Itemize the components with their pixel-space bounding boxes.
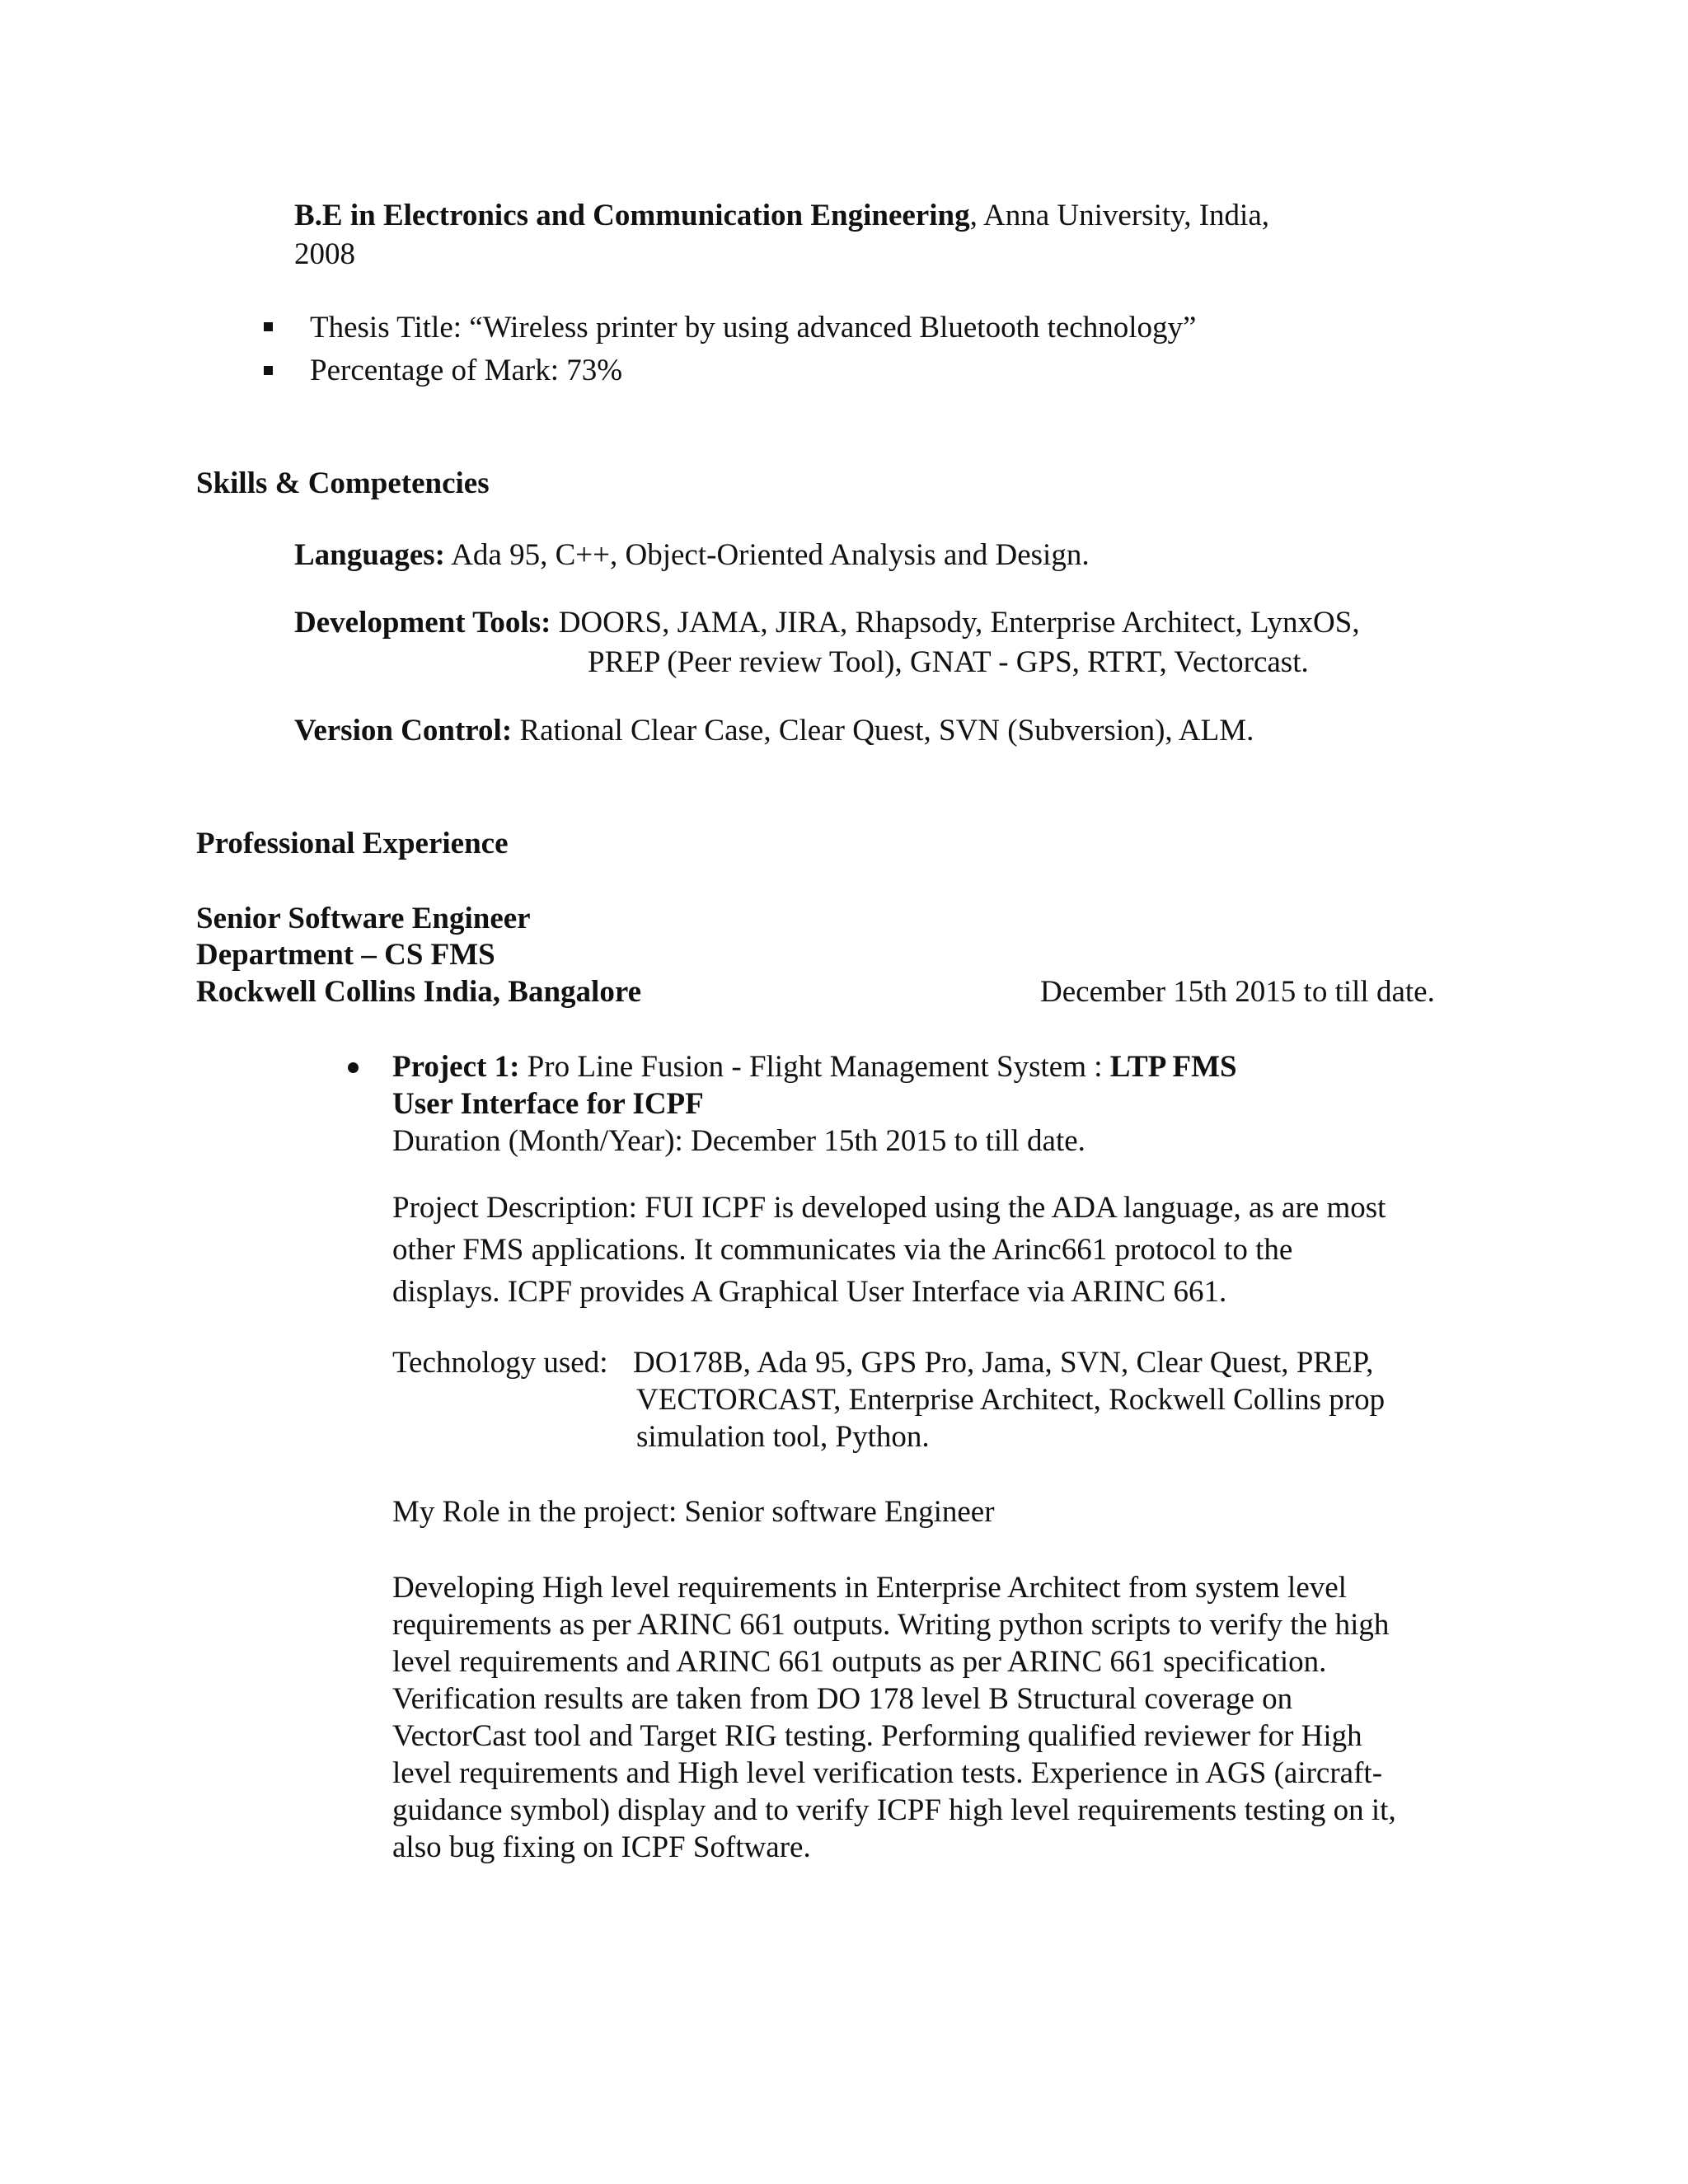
project-title-line [392,1049,1237,1085]
project-name: Pro Line Fusion - Flight Management System : [519,1050,1110,1084]
tools-value: DOORS, JAMA, JIRA, Rhapsody, Enterprise Architect, LynxOS, [551,606,1360,640]
company: Rockwell Collins India, Bangalore [196,975,642,1009]
job-title: Senior Software Engineer [196,902,531,935]
degree: B.E in Electronics and Communication Engineering [294,199,970,232]
percentage-of-mark: Percentage of Mark: 73% [310,354,623,387]
technology-line: simulation tool, Python. [636,1420,930,1454]
responsibility-line: level requirements and ARINC 661 outputs as per ARINC 661 specification. [392,1645,1327,1679]
project-name-bold: LTP FMS [1109,1050,1237,1084]
responsibility-line: requirements as per ARINC 661 outputs. Writing python scripts to verify the high [392,1608,1390,1642]
education-degree-line [294,198,1269,234]
tools-label: Development Tools: [294,606,551,640]
languages-label: Languages: [294,538,445,572]
education-year: 2008 [294,237,355,271]
responsibility-line: level requirements and High level verification tests. Experience in AGS (aircraft- [392,1756,1383,1790]
technology-line: VECTORCAST, Enterprise Architect, Rockwell Collins prop [636,1383,1386,1417]
project-subtitle: User Interface for ICPF [392,1087,704,1121]
project-description-line: other FMS applications. It communicates via the Arinc661 protocol to the [392,1233,1293,1267]
version-control-line [294,713,1254,749]
tools-line [294,605,1360,641]
project-description-line: displays. ICPF provides A Graphical User Interface via ARINC 661. [392,1275,1227,1309]
project-duration: Duration (Month/Year): December 15th 2015 to till date. [392,1124,1085,1158]
skills-heading: Skills & Competencies [196,466,490,500]
tools-value-continued: PREP (Peer review Tool), GNAT - GPS, RTRT, Vectorcast. [588,645,1309,679]
square-bullet-icon [264,322,273,331]
version-label: Version Control: [294,714,513,748]
technology-label: Technology used: [392,1346,608,1380]
technology-line: DO178B, Ada 95, GPS Pro, Jama, SVN, Clear Quest, PREP, [633,1346,1374,1380]
round-bullet-icon [348,1062,359,1073]
languages-line [294,537,1090,574]
version-value: Rational Clear Case, Clear Quest, SVN (Subversion), ALM. [512,714,1254,748]
department: Department – CS FMS [196,938,495,972]
responsibility-line: Developing High level requirements in Enterprise Architect from system level [392,1571,1347,1605]
project-label: Project 1: [392,1050,520,1084]
institution: , Anna University, India, [969,199,1270,232]
responsibility-line: also bug fixing on ICPF Software. [392,1830,811,1864]
project-description-line: Project Description: FUI ICPF is developed using the ADA language, as are most [392,1191,1386,1225]
responsibility-line: guidance symbol) display and to verify ICPF high level requirements testing on it, [392,1793,1396,1827]
thesis-title: Thesis Title: “Wireless printer by using advanced Bluetooth technology” [310,311,1197,344]
languages-value: Ada 95, C++, Object-Oriented Analysis and Design. [444,538,1090,572]
employment-dates: December 15th 2015 to till date. [1040,975,1435,1009]
responsibility-line: VectorCast tool and Target RIG testing. Performing qualified reviewer for High [392,1719,1362,1753]
responsibility-line: Verification results are taken from DO 178 level B Structural coverage on [392,1682,1293,1716]
square-bullet-icon [264,366,273,375]
experience-heading: Professional Experience [196,827,509,860]
project-role: My Role in the project: Senior software Engineer [392,1495,995,1529]
